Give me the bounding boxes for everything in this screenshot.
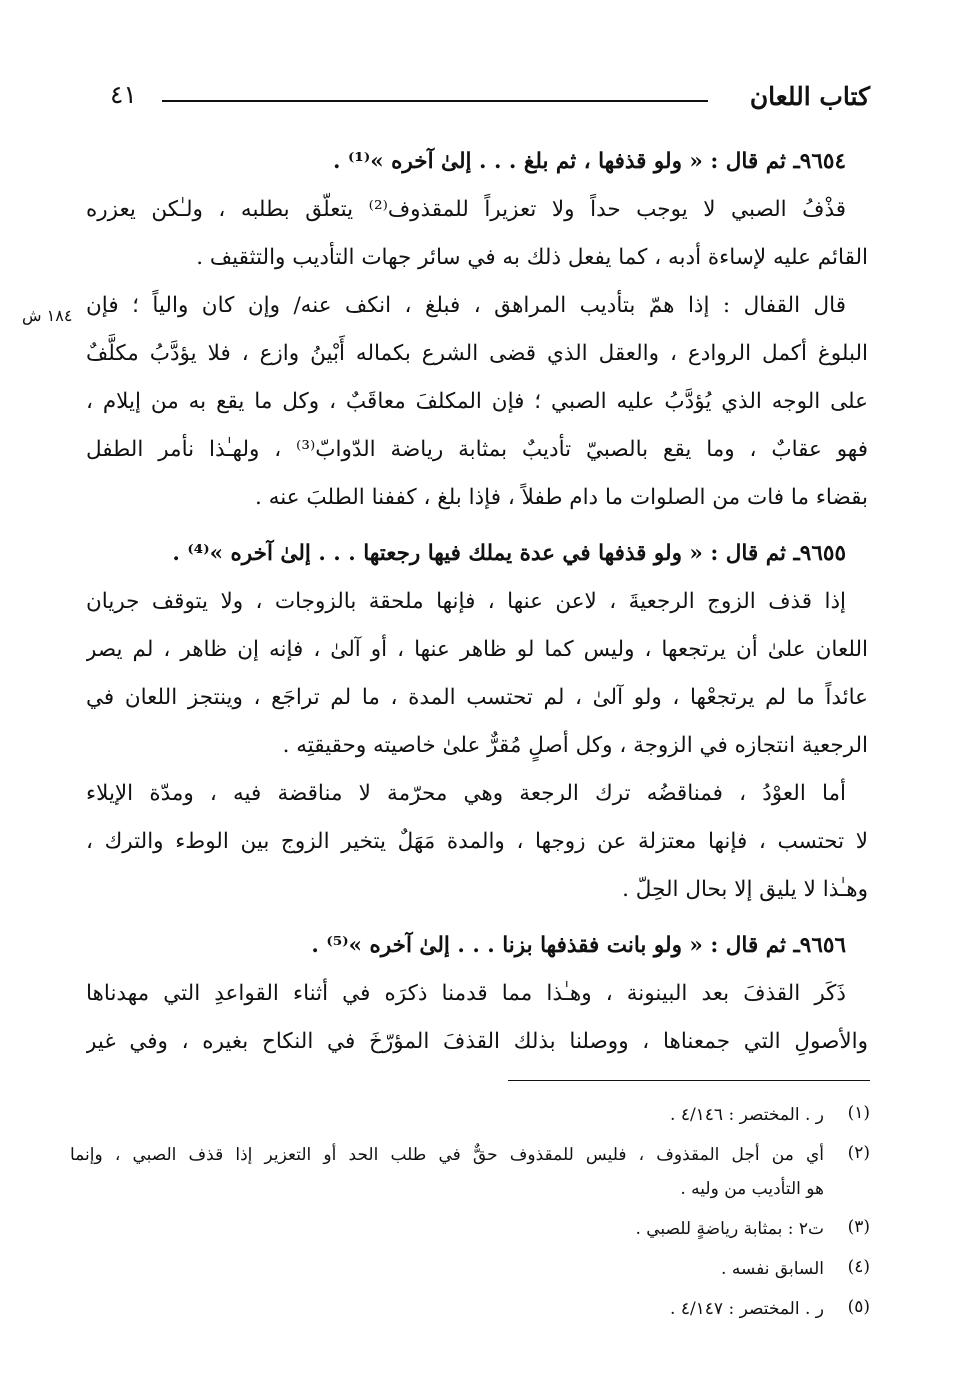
text-line: لا تحتسب ، فإنها معتزلة عن زوجها ، والمدة مَهَلٌ يتخير الزوج بين الوطء والترك ، (86, 829, 868, 854)
text-line: والأصولِ التي جمعناها ، ووصلنا بذلك القذفَ المؤرّخَ في النكاح بغيره ، وفي غير (86, 1029, 868, 1054)
footnote-text: ر . المختصر : ٤/١٤٧ . (670, 1299, 824, 1319)
margin-folio-note: ١٨٤ ش (22, 306, 73, 325)
text-line: عائداً ما لم يرتجعْها ، ولو آلىٰ ، لم تحتسب المدة ، ما لم تراجَع ، وينتجز اللعان في (86, 685, 868, 710)
section-heading-9654: ٩٦٥٤ـ ثم قال : « ولو قذفها ، ثم بلغ . . . إلىٰ آخره »⁽¹⁾ . (333, 149, 846, 174)
text-line: قذْفُ الصبي لا يوجب حداً ولا تعزيراً للمقذوف⁽²⁾ يتعلّق بطلبه ، ولـٰكن يعزره (86, 197, 847, 222)
text-line: إذا قذف الزوج الرجعيةَ ، لاعن عنها ، فإنها ملحقة بالزوجات ، ولا يتوقف جريان (86, 589, 846, 614)
footnote (70, 1252, 870, 1286)
text-line: على الوجه الذي يُؤدَّبُ عليه الصبي ؛ فإن المكلفَ معاقَبٌ ، وكل ما يقع به من إيلام ، (86, 389, 868, 414)
section-heading-9655: ٩٦٥٥ـ ثم قال : « ولو قذفها في عدة يملك فيها رجعتها . . . إلىٰ آخره »⁽⁴⁾ . (172, 541, 846, 566)
text-line: القائم عليه لإساءة أدبه ، كما يفعل ذلك به في سائر جهات التأديب والتثقيف . (196, 245, 868, 270)
footnote-text: السابق نفسه . (721, 1259, 824, 1279)
footnote-text: ت٢ : بمثابة رياضةٍ للصبي . (635, 1219, 824, 1239)
text-line: ذَكَر القذفَ بعد البينونة ، وهـٰذا مما قدمنا ذكرَه في أثناء القواعدِ التي مهدناها (86, 981, 846, 1006)
text-line: اللعان علىٰ أن يرتجعها ، وليس كما لو ظاهر عنها ، أو آلىٰ ، فإنه إن ظاهر ، لم يصر (86, 637, 868, 662)
footnote (70, 1292, 870, 1326)
footnote-text: هو التأديب من وليه . (680, 1179, 824, 1199)
text-line: البلوغ أكمل الروادع ، والعقل الذي قضى الشرع بكماله أَبْينُ وازع ، فلا يؤدَّبُ مكلَّفٌ (86, 341, 868, 366)
section-heading-9656: ٩٦٥٦ـ ثم قال : « ولو بانت فقذفها بزنا . . . إلىٰ آخره »⁽⁵⁾ . (311, 933, 846, 958)
running-header (110, 80, 870, 120)
text-line: الرجعية انتجازه في الزوجة ، وكل أصلٍ مُقرٌّ علىٰ خاصيته وحقيقتِه . (282, 733, 868, 758)
text-line: بقضاء ما فات من الصلوات ما دام طفلاً ، فإذا بلغ ، كففنا الطلبَ عنه . (255, 485, 868, 510)
footnote-number: (٣) (847, 1217, 870, 1237)
footnote-number: (٥) (847, 1297, 870, 1317)
page-number: ٤١ (110, 80, 137, 109)
chapter-title: كتاب اللعان (749, 82, 870, 111)
text-line: قال القفال : إذا همّ بتأديب المراهق ، فبلغ ، انكف عنه/ وإن كان والياً ؛ فإن (86, 293, 846, 318)
text-line: فهو عقابٌ ، وما يقع بالصبيّ تأديبٌ بمثابة رياضة الدّوابّ⁽³⁾ ، ولهـٰذا نأمر الطفل (86, 437, 868, 462)
footnote-number: (٢) (847, 1143, 870, 1163)
footnote (70, 1098, 870, 1132)
footnote-number: (٤) (847, 1257, 870, 1277)
text-line: أما العوْدُ ، فمناقضُه ترك الرجعة وهي محرّمة لا مناقضة فيه ، ومدّة الإيلاء (86, 781, 846, 806)
text-line: وهـٰذا لا يليق إلا بحال الحِلّ . (622, 877, 868, 902)
footnote (70, 1138, 870, 1206)
footnote-text: أي من أجل المقذوف ، فليس للمقذوف حقٌّ في طلب الحد أو التعزير إذا قذف الصبي ، وإنما (70, 1145, 824, 1165)
footnote-number: (١) (847, 1103, 870, 1123)
header-rule (162, 100, 708, 102)
footnote (70, 1212, 870, 1246)
footnotes (70, 1098, 870, 1332)
main-text (86, 138, 868, 1066)
footnote-text: ر . المختصر : ٤/١٤٦ . (670, 1105, 824, 1125)
footnote-separator (508, 1080, 870, 1081)
